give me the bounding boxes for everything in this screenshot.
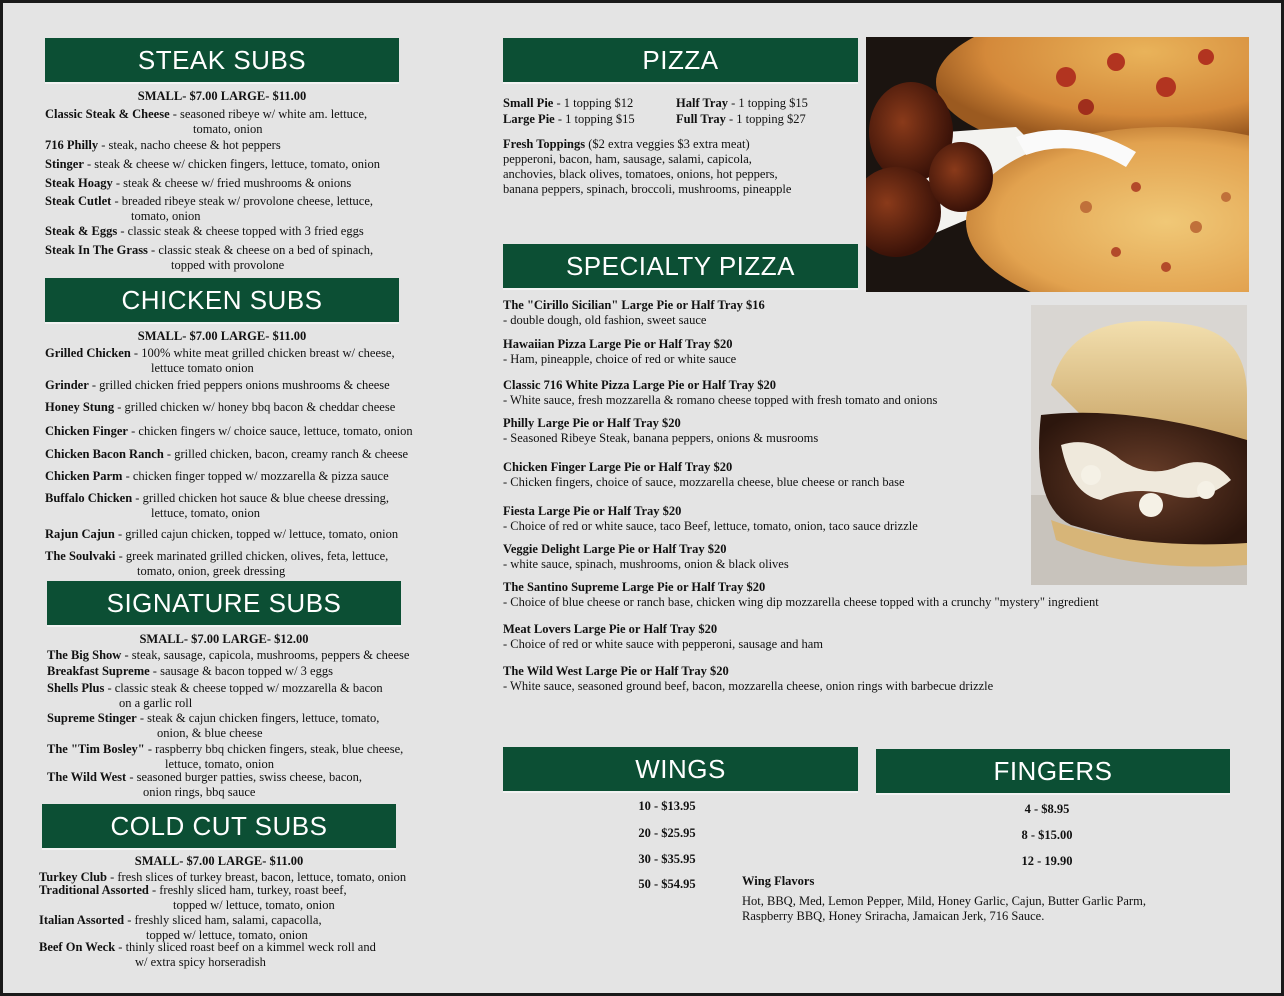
menu-item-cont: tomato, onion, greek dressing [137,564,286,578]
menu-item-cont: onion, & blue cheese [157,726,263,740]
menu-item: Grinder - grilled chicken fried peppers onions mushrooms & cheese [45,378,390,392]
chicken-subs-price: SMALL- $7.00 LARGE- $11.00 [137,329,307,343]
menu-item-cont: topped w/ lettuce, tomato, onion [146,928,308,942]
steak-sub-photo [1031,305,1247,585]
pizza-size: Large Pie - 1 topping $15 [503,112,635,126]
wing-flavors-label: Wing Flavors [742,874,815,888]
menu-item: Breakfast Supreme - sausage & bacon topped w/ 3 eggs [47,664,333,678]
specialty-item-name: The "Cirillo Sicilian" Large Pie or Half Tray $16 [503,298,765,312]
menu-item: Chicken Bacon Ranch - grilled chicken, bacon, creamy ranch & cheese [45,447,409,461]
menu-item: Beef On Weck - thinly sliced roast beef on a kimmel weck roll and [39,940,376,954]
menu-item: Honey Stung - grilled chicken w/ honey bbq bacon & cheddar cheese [45,400,396,414]
pizza-header: PIZZA [503,38,858,84]
menu-item-cont: tomato, onion [131,209,201,223]
menu-item: Traditional Assorted - freshly sliced ham, turkey, roast beef, [39,883,347,897]
menu-item: The Soulvaki - greek marinated grilled chicken, olives, feta, lettuce, [45,549,389,563]
chicken-subs-header: CHICKEN SUBS [45,278,399,324]
menu-item: Shells Plus - classic steak & cheese topped w/ mozzarella & bacon [47,681,383,695]
fingers-header: FINGERS [876,749,1230,795]
specialty-item-desc: - Ham, pineapple, choice of red or white sauce [503,352,737,366]
menu-item-cont: on a garlic roll [119,696,193,710]
menu-item: Stinger - steak & cheese w/ chicken fingers, lettuce, tomato, onion [45,157,380,171]
menu-item-cont: lettuce, tomato, onion [165,757,275,771]
specialty-pizza-header: SPECIALTY PIZZA [503,244,858,290]
menu-item: The Wild West - seasoned burger patties, swiss cheese, bacon, [47,770,363,784]
wing-flavors-line: Hot, BBQ, Med, Lemon Pepper, Mild, Honey Garlic, Cajun, Butter Garlic Parm, [742,894,1146,908]
specialty-item-desc: - Chicken fingers, choice of sauce, mozzarella cheese, blue cheese or ranch base [503,475,905,489]
pizza-size: Small Pie - 1 topping $12 [503,96,634,110]
wings-header: WINGS [503,747,858,793]
menu-item: Supreme Stinger - steak & cajun chicken fingers, lettuce, tomato, [47,711,380,725]
signature-subs-header: SIGNATURE SUBS [47,581,401,627]
specialty-item-name: The Santino Supreme Large Pie or Half Tray $20 [503,580,766,594]
menu-item: Classic Steak & Cheese - seasoned ribeye w/ white am. lettuce, [45,107,368,121]
toppings-line: pepperoni, bacon, ham, sausage, salami, capicola, [503,152,752,166]
menu-item: Turkey Club - fresh slices of turkey breast, bacon, lettuce, tomato, onion [39,870,407,884]
menu-item: Buffalo Chicken - grilled chicken hot sauce & blue cheese dressing, [45,491,390,505]
wings-price: 20 - $25.95 [638,826,696,840]
menu-item-cont: onion rings, bbq sauce [143,785,256,799]
pizza-size: Full Tray - 1 topping $27 [676,112,806,126]
specialty-item-name: Veggie Delight Large Pie or Half Tray $20 [503,542,727,556]
specialty-item-desc: - White sauce, fresh mozzarella & romano cheese topped with fresh tomato and onions [503,393,938,407]
menu-item: Chicken Finger - chicken fingers w/ choice sauce, lettuce, tomato, onion [45,424,413,438]
menu-item: 716 Philly - steak, nacho cheese & hot peppers [45,138,281,152]
specialty-item-name: The Wild West Large Pie or Half Tray $20 [503,664,729,678]
menu-item-cont: topped with provolone [171,258,285,272]
specialty-item-desc: - double dough, old fashion, sweet sauce [503,313,707,327]
menu-item: Grilled Chicken - 100% white meat grilled chicken breast w/ cheese, [45,346,395,360]
cold-cut-subs-price: SMALL- $7.00 LARGE- $11.00 [134,854,304,868]
wing-flavors-line: Raspberry BBQ, Honey Sriracha, Jamaican Jerk, 716 Sauce. [742,909,1045,923]
pizza-size: Half Tray - 1 topping $15 [676,96,808,110]
menu-item: Steak & Eggs - classic steak & cheese topped with 3 fried eggs [45,224,364,238]
menu-item-cont: tomato, onion [193,122,263,136]
fingers-price: 8 - $15.00 [1021,828,1073,842]
fresh-toppings-label: Fresh Toppings ($2 extra veggies $3 extra meat) [503,137,750,151]
specialty-item-name: Hawaiian Pizza Large Pie or Half Tray $20 [503,337,733,351]
steak-subs-header: STEAK SUBS [45,38,399,84]
specialty-item-name: Classic 716 White Pizza Large Pie or Half Tray $20 [503,378,776,392]
fingers-price: 4 - $8.95 [1024,802,1070,816]
specialty-item-name: Philly Large Pie or Half Tray $20 [503,416,681,430]
toppings-line: anchovies, black olives, tomatoes, onions, hot peppers, [503,167,778,181]
pizza-and-wings-photo [866,37,1249,292]
fingers-price: 12 - 19.90 [1021,854,1073,868]
menu-item: Steak In The Grass - classic steak & cheese on a bed of spinach, [45,243,374,257]
menu-item: The Big Show - steak, sausage, capicola, mushrooms, peppers & cheese [47,648,410,662]
signature-subs-price: SMALL- $7.00 LARGE- $12.00 [139,632,309,646]
specialty-item-desc: - Choice of red or white sauce with pepperoni, sausage and ham [503,637,824,651]
menu-item-cont: w/ extra spicy horseradish [135,955,266,969]
menu-item-cont: lettuce, tomato, onion [151,506,261,520]
cold-cut-subs-header: COLD CUT SUBS [42,804,396,850]
menu-item: Steak Cutlet - breaded ribeye steak w/ provolone cheese, lettuce, [45,194,374,208]
menu-item: Steak Hoagy - steak & cheese w/ fried mushrooms & onions [45,176,352,190]
wings-price: 50 - $54.95 [638,877,696,891]
specialty-item-desc: - Choice of blue cheese or ranch base, chicken wing dip mozzarella cheese topped with a crunchy "mystery" ingredient [503,595,1099,609]
menu-item: Chicken Parm - chicken finger topped w/ mozzarella & pizza sauce [45,469,389,483]
specialty-item-desc: - white sauce, spinach, mushrooms, onion & black olives [503,557,789,571]
specialty-item-name: Fiesta Large Pie or Half Tray $20 [503,504,682,518]
specialty-item-desc: - Seasoned Ribeye Steak, banana peppers, onions & musrooms [503,431,819,445]
toppings-line: banana peppers, spinach, broccoli, mushrooms, pineapple [503,182,792,196]
menu-item-cont: lettuce tomato onion [151,361,254,375]
menu-item-cont: topped w/ lettuce, tomato, onion [173,898,335,912]
specialty-item-desc: - White sauce, seasoned ground beef, bacon, mozzarella cheese, onion rings with barbecue drizzle [503,679,994,693]
menu-item: Italian Assorted - freshly sliced ham, salami, capacolla, [39,913,322,927]
wings-price: 30 - $35.95 [638,852,696,866]
menu-page [3,3,1281,993]
menu-item: Rajun Cajun - grilled cajun chicken, topped w/ lettuce, tomato, onion [45,527,399,541]
steak-subs-price: SMALL- $7.00 LARGE- $11.00 [137,89,307,103]
specialty-item-name: Chicken Finger Large Pie or Half Tray $20 [503,460,733,474]
specialty-item-desc: - Choice of red or white sauce, taco Beef, lettuce, tomato, onion, taco sauce drizzle [503,519,918,533]
wings-price: 10 - $13.95 [638,799,696,813]
menu-item: The "Tim Bosley" - raspberry bbq chicken fingers, steak, blue cheese, [47,742,404,756]
specialty-item-name: Meat Lovers Large Pie or Half Tray $20 [503,622,718,636]
